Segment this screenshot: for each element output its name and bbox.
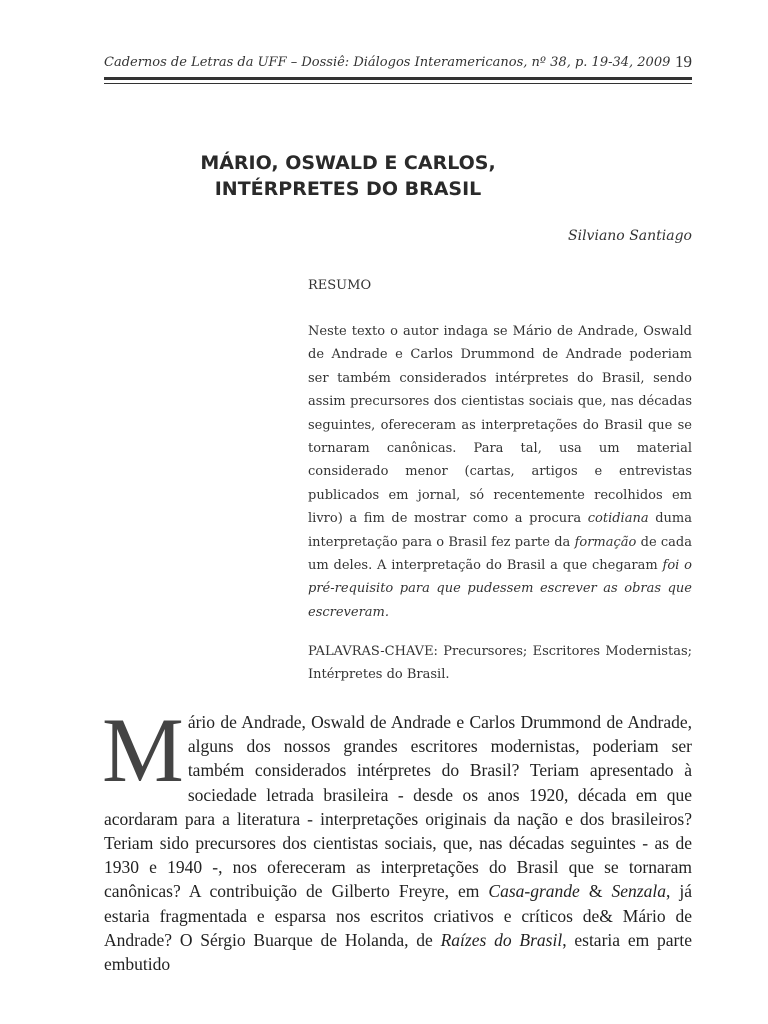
body-text-3: , já estaria fragmentada e esparsa nos escritos criativos e críticos de& Mário de Andrade? O Sérgio Buarque de Holanda, de	[104, 881, 692, 950]
body-text-2: &	[579, 881, 612, 902]
running-header	[104, 52, 692, 74]
page-number: 19	[675, 52, 692, 71]
abstract-emphasis-1: cotidiana	[587, 511, 649, 527]
body-paragraph	[102, 699, 692, 976]
keywords-text: Precursores; Escritores Modernistas; Intérpretes do Brasil.	[308, 644, 692, 683]
keywords	[308, 640, 692, 687]
title-line-1: MÁRIO, OSWALD E CARLOS,	[200, 152, 496, 174]
drop-cap: M	[102, 699, 184, 801]
body-text-1: ário de Andrade, Oswald de Andrade e Carlos Drummond de Andrade, alguns dos nossos grandes escritores modernistas, poderiam ser também considerados intérpretes do Brasil? Teriam apresentado à sociedade letrada brasileira - desde os anos 1920, década em que acordaram para a literatura - interpretações originais da nação e dos brasileiros? Teriam sido precursores dos cientistas sociais, que, nas décadas seguintes - as de 1930 e 1940 -, nos ofereceram as interpretações do Brasil que se tornaram canônicas? A contribuição de Gilberto Freyre, em	[104, 712, 692, 902]
abstract-body	[308, 320, 692, 624]
body-emphasis-2: Senzala	[611, 881, 666, 902]
abstract-emphasis-3: foi o pré-requisito para que pudessem escrever as obras que escreveram.	[308, 558, 692, 620]
author-name: Silviano Santiago	[568, 228, 692, 244]
abstract-text-3: de cada um deles. A interpretação do Brasil a que chegaram	[308, 534, 692, 574]
body-text-4: , estaria em parte embutido	[104, 929, 692, 975]
header-rule-thin	[104, 83, 692, 84]
article-title	[104, 150, 692, 202]
abstract-text-1: Neste texto o autor indaga se Mário de Andrade, Oswald de Andrade e Carlos Drummond de Andrade poderiam ser também considerados intérpretes do Brasil, sendo assim precursores dos cientistas sociais que, nas décadas seguintes, ofereceram as interpretações do Brasil que se tornaram canônicas. Para tal, usa um material considerado menor (cartas, artigos e entrevistas publicados em jornal, só recentemente recolhidos em livro) a fim de mostrar como a procura	[308, 324, 692, 527]
abstract-heading: RESUMO	[308, 278, 372, 293]
journal-citation: Cadernos de Letras da UFF – Dossiê: Diálogos Interamericanos, nº 38, p. 19-34, 2009	[104, 55, 671, 70]
title-line-2: INTÉRPRETES DO BRASIL	[214, 178, 482, 200]
abstract-emphasis-2: formação	[574, 534, 637, 550]
abstract-text-2: duma interpretação para o Brasil fez parte da	[308, 511, 692, 550]
body-emphasis-3: Raízes do Brasil	[440, 929, 563, 950]
header-rule-thick	[104, 77, 692, 80]
keywords-label: PALAVRAS-CHAVE:	[308, 644, 438, 659]
body-emphasis-1: Casa-grande	[488, 881, 580, 902]
